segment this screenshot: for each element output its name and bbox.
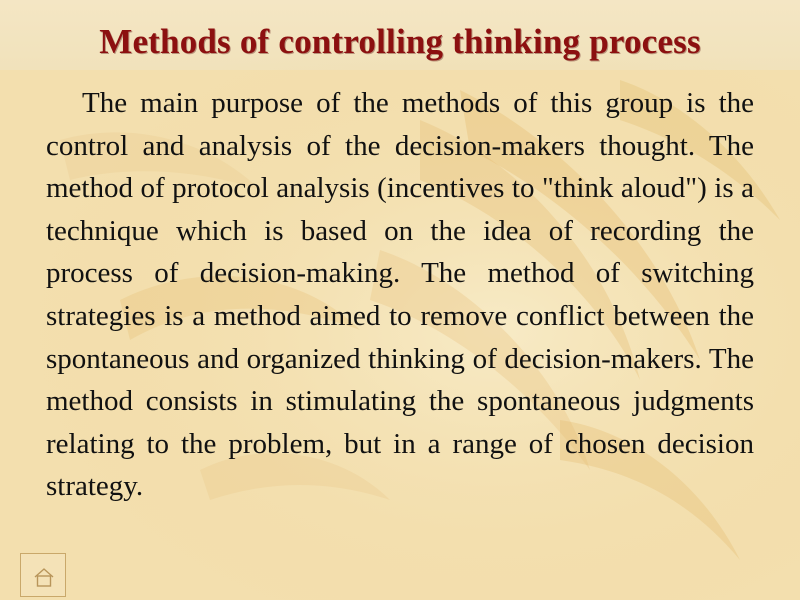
slide-body-text: The main purpose of the methods of this group is the control and analysis of the decision-makers thought. The method of protocol analysis (incentives to "think aloud") is a technique which is based on the idea of recording the process of decision-making. The method of switching strategies is a method aimed to remove conflict between the spontaneous and organized thinking of decision-makers. The method consists in stimulating the spontaneous judgments relating to the problem, but in a range of chosen decision strategy. [46,87,754,503]
slide-title: Methods of controlling thinking process [99,22,701,61]
home-icon [21,554,67,598]
home-button[interactable] [20,553,66,597]
